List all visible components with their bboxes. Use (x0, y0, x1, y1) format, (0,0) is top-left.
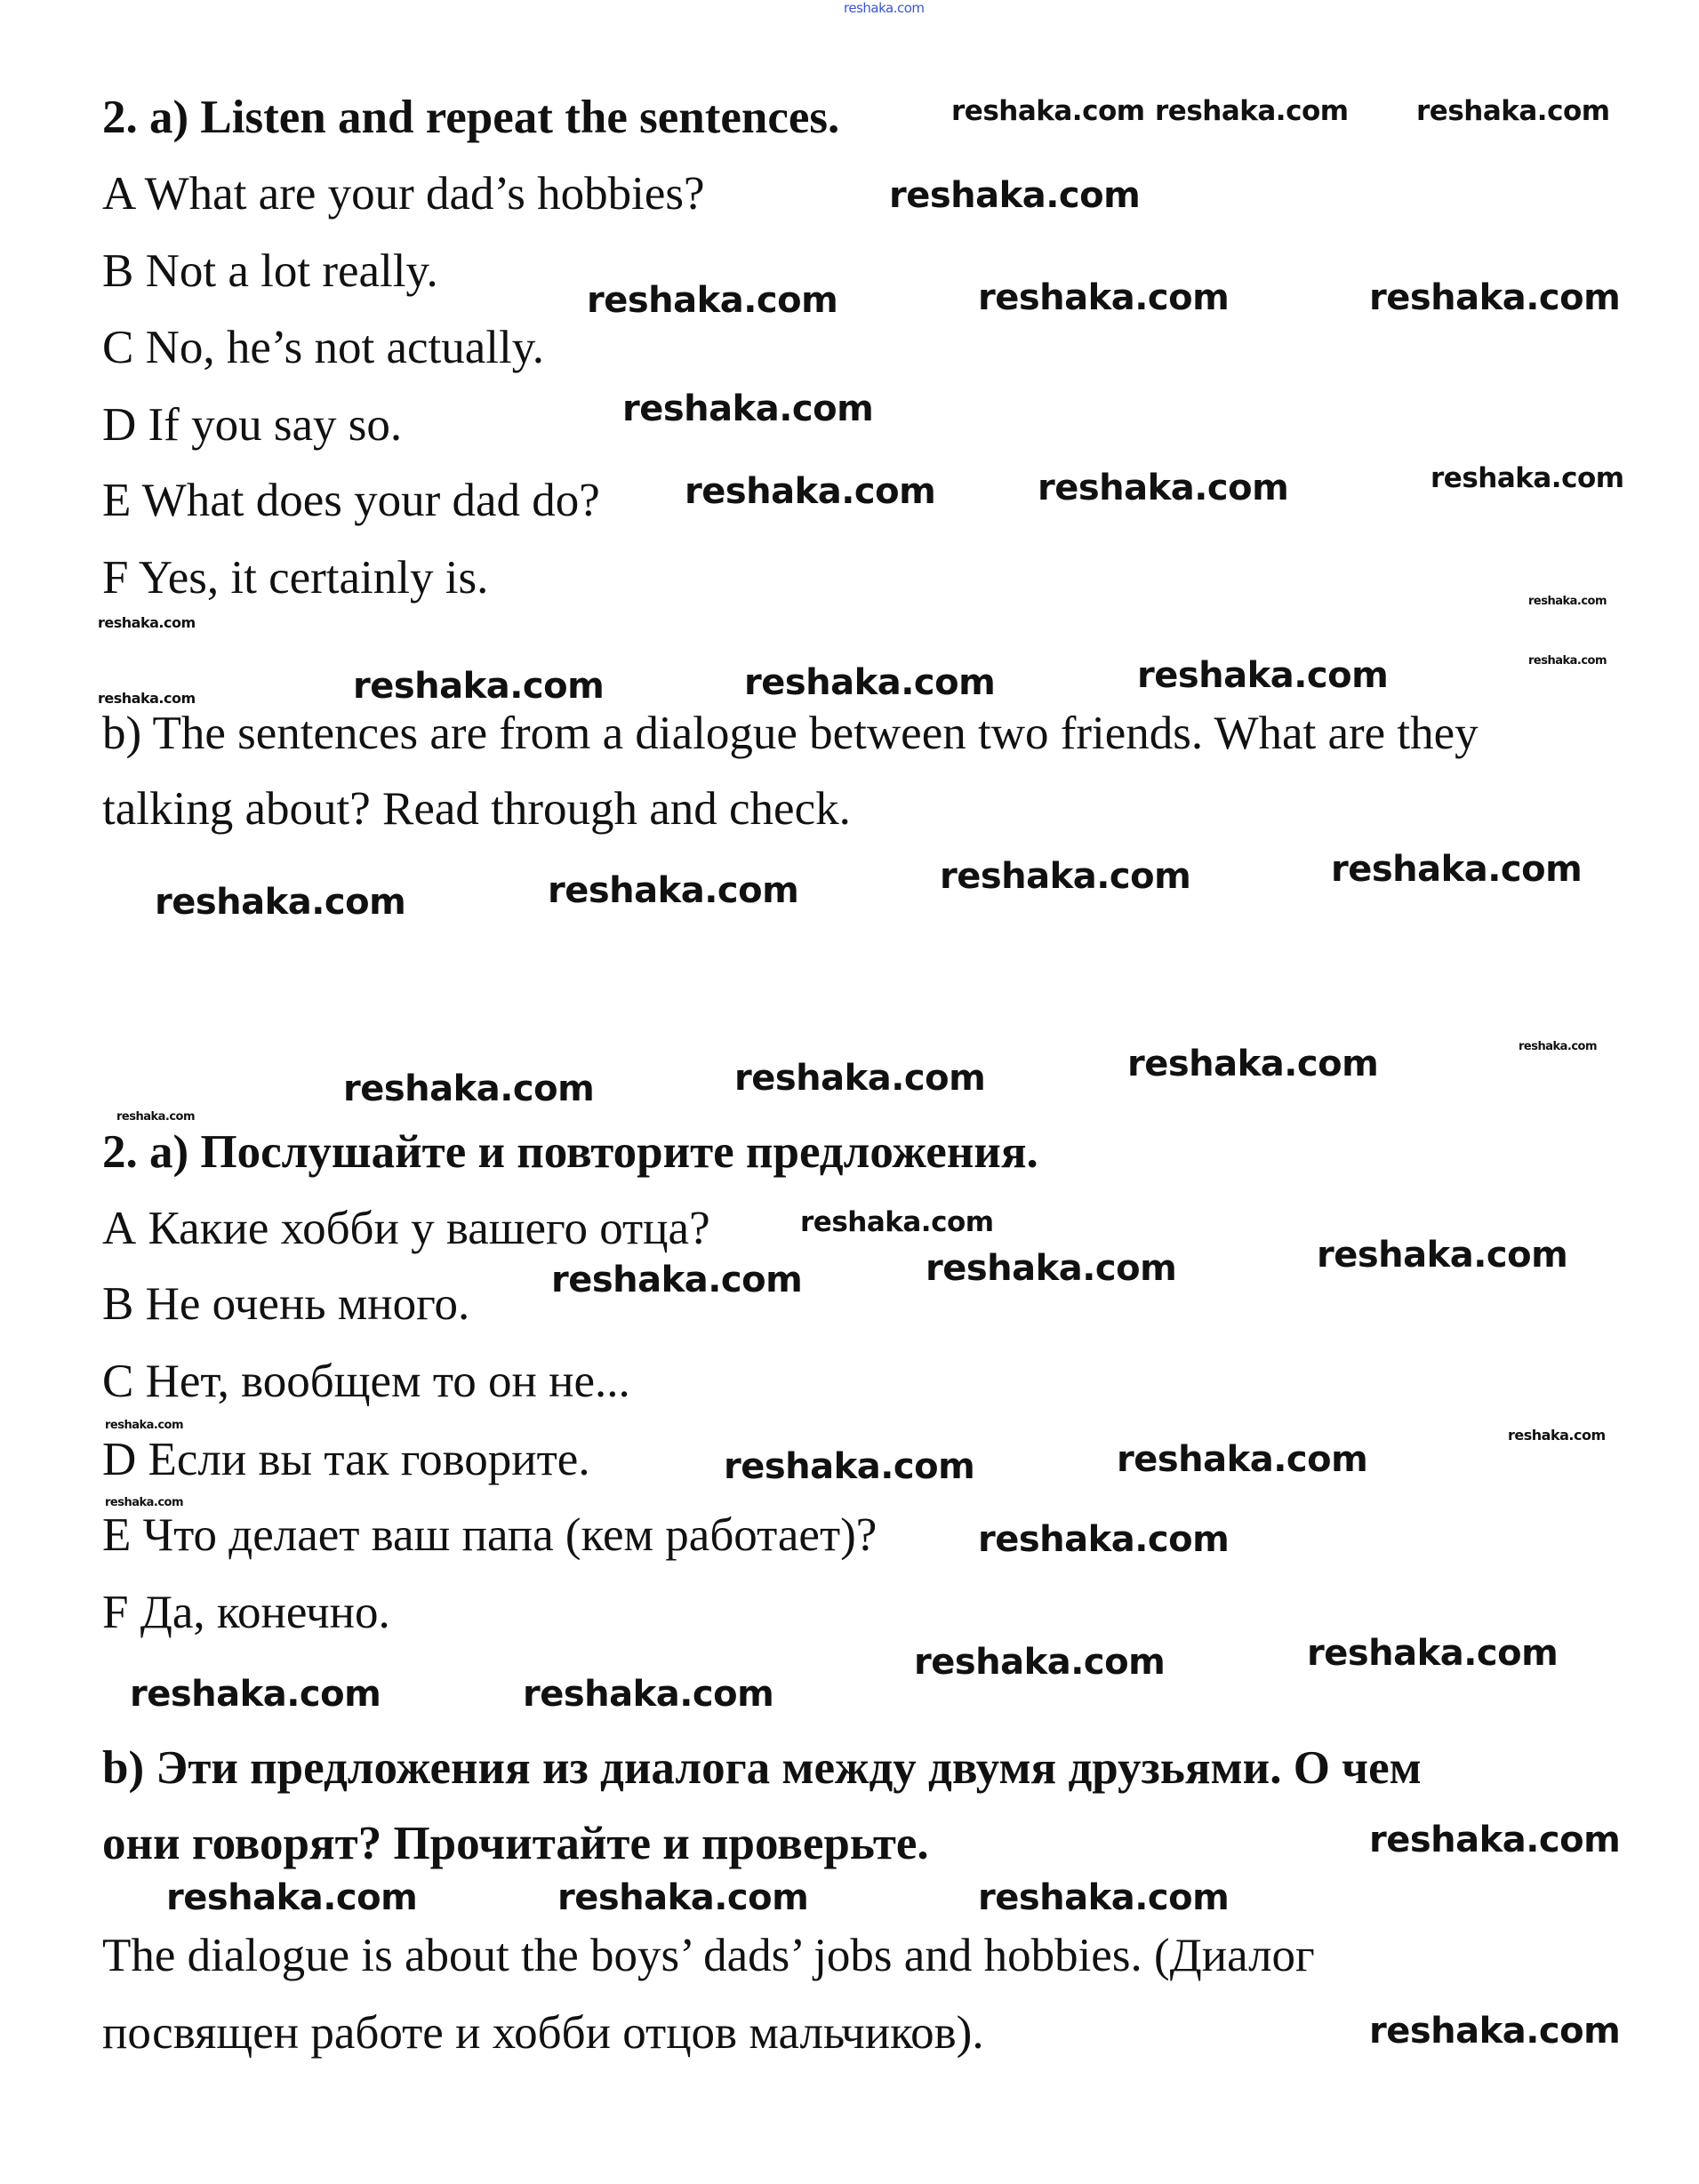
sentence-d-ru: D Если вы так говорите. (102, 1434, 590, 1485)
watermark: reshaka.com (353, 666, 605, 707)
watermark: reshaka.com (1137, 655, 1389, 696)
sentence-a: A What are your dad’s hobbies? (102, 168, 705, 220)
part-b-ru-line-1: b) Эти предложения из диалога между двумя друзьями. О чем (102, 1742, 1422, 1794)
sentence-b-ru: В Не очень много. (102, 1278, 470, 1330)
watermark: reshaka.com (523, 1674, 774, 1715)
watermark: reshaka.com (1528, 654, 1607, 668)
watermark: reshaka.com (844, 0, 925, 16)
watermark: reshaka.com (1519, 1040, 1598, 1053)
watermark: reshaka.com (1307, 1633, 1559, 1674)
watermark: reshaka.com (166, 1877, 418, 1918)
watermark: reshaka.com (724, 1446, 975, 1487)
sentence-c: C No, he’s not actually. (102, 322, 545, 373)
watermark: reshaka.com (98, 614, 196, 631)
watermark: reshaka.com (978, 277, 1230, 318)
answer-line-1: The dialogue is about the boys’ dads’ jobs and hobbies. (Диалог (102, 1930, 1315, 1981)
sentence-d: D If you say so. (102, 399, 403, 451)
watermark: reshaka.com (105, 1496, 184, 1509)
watermark: reshaka.com (557, 1877, 809, 1918)
watermark: reshaka.com (1369, 1820, 1621, 1860)
watermark: reshaka.com (98, 690, 196, 707)
watermark: reshaka.com (622, 388, 874, 429)
watermark: reshaka.com (551, 1260, 803, 1300)
watermark: reshaka.com (800, 1206, 994, 1238)
watermark: reshaka.com (734, 1058, 986, 1099)
watermark: reshaka.com (1117, 1439, 1368, 1480)
watermark: reshaka.com (116, 1110, 196, 1124)
watermark: reshaka.com (926, 1248, 1177, 1289)
part-b-line-2: talking about? Read through and check. (102, 783, 851, 835)
watermark: reshaka.com (1317, 1235, 1568, 1276)
watermark: reshaka.com (685, 471, 936, 512)
watermark: reshaka.com (951, 95, 1145, 127)
watermark: reshaka.com (343, 1068, 595, 1109)
watermark: reshaka.com (940, 856, 1191, 897)
watermark: reshaka.com (978, 1877, 1230, 1918)
watermark: reshaka.com (155, 882, 406, 923)
sentence-f: F Yes, it certainly is. (102, 552, 489, 604)
watermark: reshaka.com (548, 870, 799, 911)
sentence-f-ru: F Да, конечно. (102, 1587, 390, 1638)
watermark: reshaka.com (1431, 462, 1624, 494)
watermark: reshaka.com (1416, 95, 1610, 127)
watermark: reshaka.com (1038, 468, 1289, 508)
watermark: reshaka.com (105, 1419, 184, 1432)
watermark: reshaka.com (1508, 1427, 1606, 1444)
sentence-e-ru: Е Что делает ваш папа (кем работает)? (102, 1509, 878, 1561)
watermark: reshaka.com (1127, 1044, 1379, 1084)
sentence-e: E What does your dad do? (102, 475, 600, 526)
watermark: reshaka.com (1369, 2011, 1621, 2052)
watermark: reshaka.com (978, 1519, 1230, 1560)
exercise-heading-en: 2. a) Listen and repeat the sentences. (102, 92, 840, 143)
part-b-line-1: b) The sentences are from a dialogue between two friends. What are they (102, 708, 1479, 759)
sentence-a-ru: А Какие хобби у вашего отца? (102, 1203, 710, 1254)
watermark: reshaka.com (130, 1674, 381, 1715)
watermark: reshaka.com (1331, 849, 1583, 890)
watermark: reshaka.com (744, 662, 996, 703)
watermark: reshaka.com (914, 1642, 1166, 1683)
sentence-b: B Not a lot really. (102, 245, 438, 297)
watermark: reshaka.com (587, 280, 838, 321)
watermark: reshaka.com (1369, 277, 1621, 318)
watermark: reshaka.com (1528, 595, 1607, 608)
exercise-heading-ru: 2. а) Послушайте и повторите предложения. (102, 1126, 1038, 1178)
watermark: reshaka.com (1155, 95, 1349, 127)
watermark: reshaka.com (889, 175, 1141, 216)
answer-line-2: посвящен работе и хобби отцов мальчиков). (102, 2007, 984, 2059)
sentence-c-ru: С Нет, вообщем то он не... (102, 1356, 630, 1407)
part-b-ru-line-2: они говорят? Прочитайте и проверьте. (102, 1818, 929, 1869)
